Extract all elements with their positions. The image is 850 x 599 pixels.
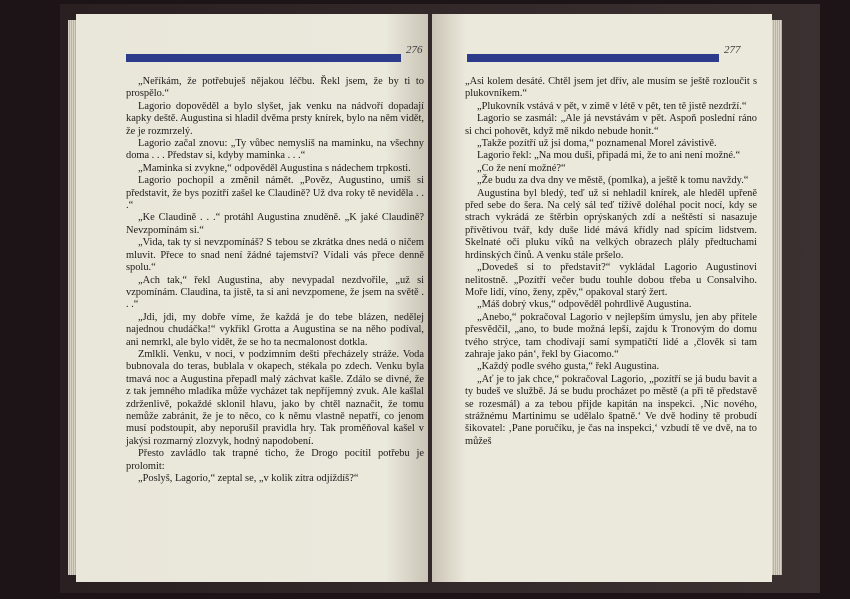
- left-page-text: [126, 76, 424, 485]
- right-page-text: [465, 76, 757, 448]
- paragraph: „Dovedeš si to představit?“ vykládal Lagorio Augustinovi nelitostně. „Pozítří večer budu touhle dobou třeba u Consalviho. Moře lidí, víno, ženy, zpěv,“ opakoval starý žert.: [465, 262, 757, 298]
- left-page: [76, 14, 428, 582]
- paragraph: Lagorio se zasmál: „Ale já nevstávám v pět. Aspoň poslední ráno si chci pohovět, když mě nikdo nebude honit.“: [465, 113, 757, 137]
- paragraph: „Ach tak,“ řekl Augustina, aby nevypadal nezdvořile, „už si vzpomínám. Claudina, ta jistě, ta si ani nevzpomene, že jsem na světě . . .“: [126, 274, 424, 311]
- paragraph: Lagorio dopověděl a bylo slyšet, jak venku na nádvoří dopadají kapky deště. Augustina si hladil dvěma prsty knírek, bylo na něm vidět, že je rozmrzelý.: [126, 100, 424, 137]
- paragraph: „Neříkám, že potřebuješ nějakou léčbu. Řekl jsem, že by ti to prospělo.“: [126, 76, 424, 100]
- paragraph: „Asi kolem desáté. Chtěl jsem jet dřív, ale musím se ještě rozloučit s plukovníkem.“: [465, 76, 757, 100]
- paragraph: Augustina byl bledý, teď už si nehladil knírek, ale hleděl upřeně před sebe do šera. Na celý sál teď tížívě doléhal pocit nocí, kdy se strach vykrádá ze štěrbin oprýskaných zdí a neštěstí si nasazuje přívětivou tvář, kdy duše lidé mává křídly nad spícím lidstvem. Skelnaté oči pluku víků na velkých obrazech plály předtuchami hrdinských činů. A venku stále pršelo.: [465, 187, 757, 261]
- paragraph: „Každý podle svého gusta,“ řekl Augustina.: [477, 361, 660, 373]
- paragraph: Lagorio začal znovu: „Ty vůbec nemyslíš na maminku, na všechny doma . . . Představ si, kdyby maminka . . .“: [126, 138, 424, 162]
- left-page-number: 276: [406, 44, 423, 56]
- left-page-header-bar: [126, 54, 401, 62]
- paragraph: Lagorio pochopil a změnil námět. „Pověz, Augustino, umíš si představit, že bys pozítří zašel ke Claudině? Už dva roky tě neviděla . . .“: [126, 175, 424, 212]
- paragraph: „Anebo,“ pokračoval Lagorio v nejlepším úmyslu, jen aby přítele přesvědčil, „ano, to bude možná lepší, zajdu k Tronovým do domu tvého strýce, tam chodívají samí sympatičtí lidé a ‚člověk si tam zahraje jako pán‘, řekl by Giacomo.“: [465, 311, 757, 360]
- paragraph: „Maminka si zvykne,“ odpověděl Augustina s nádechem trpkosti.: [138, 162, 411, 174]
- paragraph: Zmlkli. Venku, v noci, v podzimním dešti přecházely stráže. Voda bubnovala do teras, bublala v okapech, stékala po zdech. Venku byla tmavá noc a Augustina přepadl malý záchvat kašle. Zdálo se divné, že z tak jemného mladíka může vycházet tak nepříjemný zvuk. Ale kašlal zdrženlivě, pokaždé sklonil hlavu, jako by chtěl naznačit, že tomu nemůže zabránit, že je to něco, co k němu vlastně nepatří, co jenom musí podstoupit, aby neporušil pravidla hry. Tak proměňoval kašel v jakýsi rozmarný zlozvyk, hodný napodobení.: [126, 348, 424, 447]
- paragraph: Lagorio řekl: „Na mou duši, připadá mi, že to ani není možné.“: [477, 150, 741, 162]
- paragraph: „Co že není možné?“: [477, 162, 566, 174]
- paragraph: „Ke Claudině . . .“ protáhl Augustina znuděně. „K jaké Claudině? Nevzpomínám si.“: [126, 212, 424, 236]
- right-page: [432, 14, 772, 582]
- paragraph: „Plukovník vstává v pět, v zimě v létě v pět, ten tě jistě nezdrží.“: [477, 100, 747, 112]
- paragraph: „Že budu za dva dny ve městě, (pomlka), a ještě k tomu navždy.“: [477, 175, 749, 187]
- paragraph: „Poslyš, Lagorio,“ zeptal se, „v kolik zítra odjíždíš?“: [138, 473, 359, 484]
- paragraph: „Máš dobrý vkus,“ odpověděl pohrdlivě Augustina.: [477, 299, 692, 311]
- paragraph: „Jdi, jdi, my dobře víme, že každá je do tebe blázen, nedělej najednou chudáčka!“ vykřikl Grotta a Augustina se na něho podíval, ani nemrkl, ale bylo vidět, že se ho ta necmalonost dotkla.: [126, 311, 424, 348]
- paragraph: Přesto zavládlo tak trapné ticho, že Drogo pocítil potřebu je prolomit:: [126, 448, 424, 472]
- right-page-edges: [772, 20, 782, 575]
- paragraph: „Takže pozítří už jsi doma,“ poznamenal Morel závistivě.: [477, 138, 717, 150]
- paragraph: „Vida, tak ty si nevzpomínáš? S tebou se zkrátka dnes nedá o ničem mluvit. Přece to snad není žádné tajemství? Vídali vás přece denně spolu.“: [126, 237, 424, 274]
- paragraph: „Ať je to jak chce,“ pokračoval Lagorio, „pozítří se já budu bavit a ty budeš ve službě. Já se budu procházet po městě (a při tě představě se rozesmál) a za tebou přijde kapitán na inspekci. ‚Nic nového, strážnému Martinimu se udělalo špatně.‘ Ve dvě hodiny tě probudí šikovatel: ‚Pane poručíku, je čas na inspekci,‘ vzbudí tě ve dvě, na to můžeš: [465, 373, 757, 447]
- right-page-header-bar: [467, 54, 719, 62]
- right-page-number: 277: [724, 44, 741, 56]
